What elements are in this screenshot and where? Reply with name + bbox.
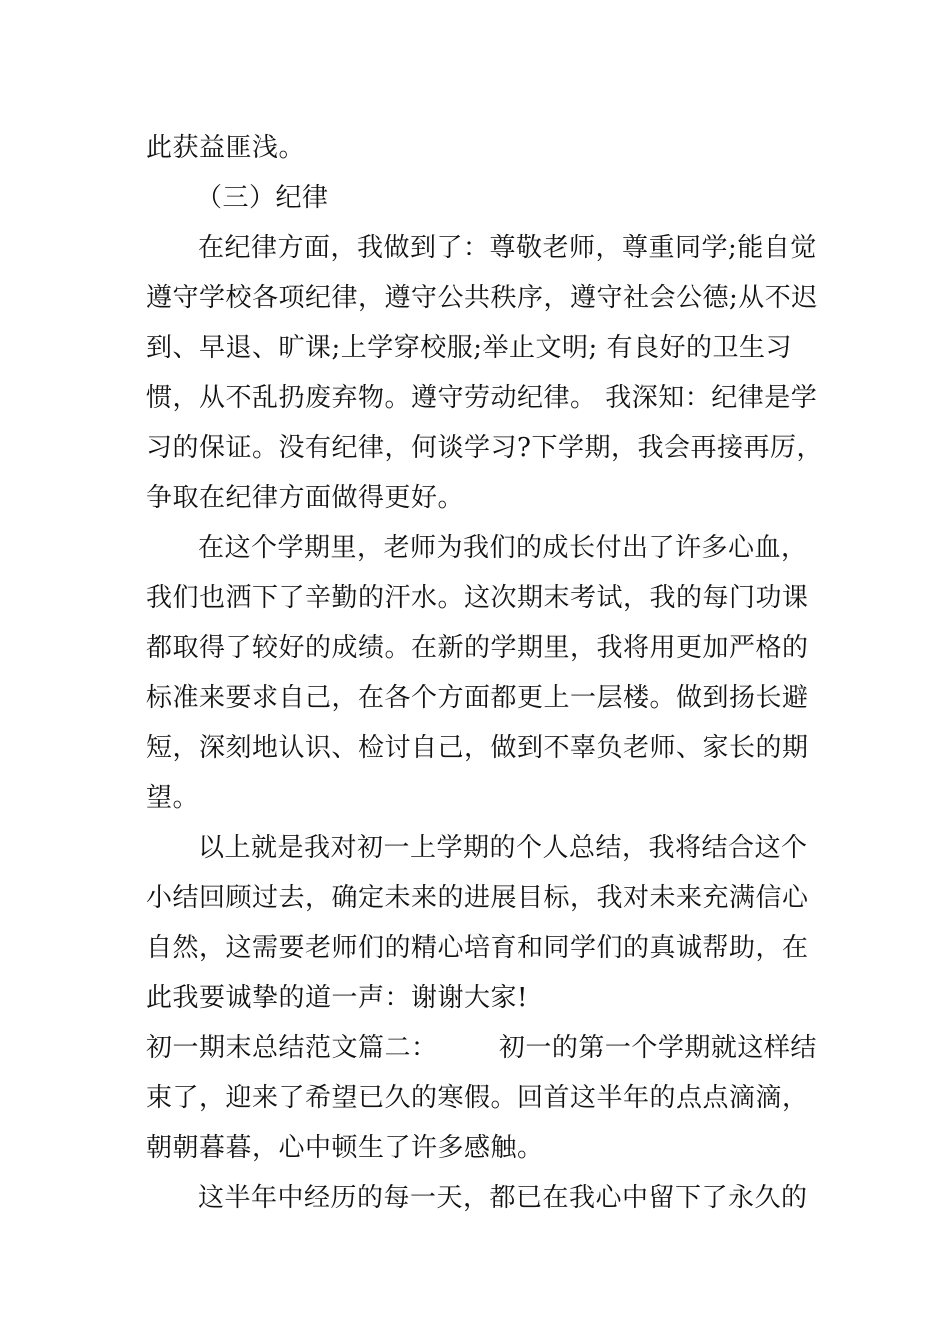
text-line: 遵守学校各项纪律，遵守公共秩序，遵守社会公德;从不迟 bbox=[146, 283, 818, 313]
text-line: 以上就是我对初一上学期的个人总结，我将结合这个 bbox=[198, 833, 808, 863]
text-line: 标准来要求自己，在各个方面都更上一层楼。做到扬长避 bbox=[146, 683, 809, 713]
text-line: 朝朝暮暮，心中顿生了许多感触。 bbox=[146, 1133, 544, 1163]
text-line: 争取在纪律方面做得更好。 bbox=[146, 483, 465, 513]
text-line: 此我要诚挚的道一声：谢谢大家! bbox=[146, 983, 528, 1013]
article-title-line: 初一期末总结范文篇二： 初一的第一个学期就这样结 bbox=[146, 1033, 817, 1063]
text-line: 到、早退、旷课;上学穿校服;举止文明; 有良好的卫生习 bbox=[146, 333, 793, 363]
text-line: 小结回顾过去，确定未来的进展目标，我对未来充满信心 bbox=[146, 883, 809, 913]
text-line: 这半年中经历的每一天，都已在我心中留下了永久的 bbox=[198, 1183, 808, 1213]
text-line: 短，深刻地认识、检讨自己，做到不辜负老师、家长的期 bbox=[146, 733, 809, 763]
section-heading: （三）纪律 bbox=[196, 183, 329, 213]
text-line: 望。 bbox=[146, 783, 200, 813]
text-line: 在纪律方面，我做到了：尊敬老师，尊重同学;能自觉 bbox=[198, 233, 817, 263]
text-line: 束了，迎来了希望已久的寒假。回首这半年的点点滴滴， bbox=[146, 1083, 809, 1113]
text-line: 都取得了较好的成绩。在新的学期里，我将用更加严格的 bbox=[146, 633, 809, 663]
document-body bbox=[146, 0, 823, 1344]
text-line: 此获益匪浅。 bbox=[146, 133, 306, 163]
text-line: 自然，这需要老师们的精心培育和同学们的真诚帮助，在 bbox=[146, 933, 809, 963]
text-line: 在这个学期里，老师为我们的成长付出了许多心血， bbox=[198, 533, 808, 563]
text-line: 习的保证。没有纪律，何谈学习?下学期，我会再接再厉， bbox=[146, 433, 823, 463]
text-line: 我们也洒下了辛勤的汗水。这次期末考试，我的每门功课 bbox=[146, 583, 809, 613]
text-line: 惯，从不乱扔废弃物。遵守劳动纪律。 我深知：纪律是学 bbox=[146, 383, 818, 413]
